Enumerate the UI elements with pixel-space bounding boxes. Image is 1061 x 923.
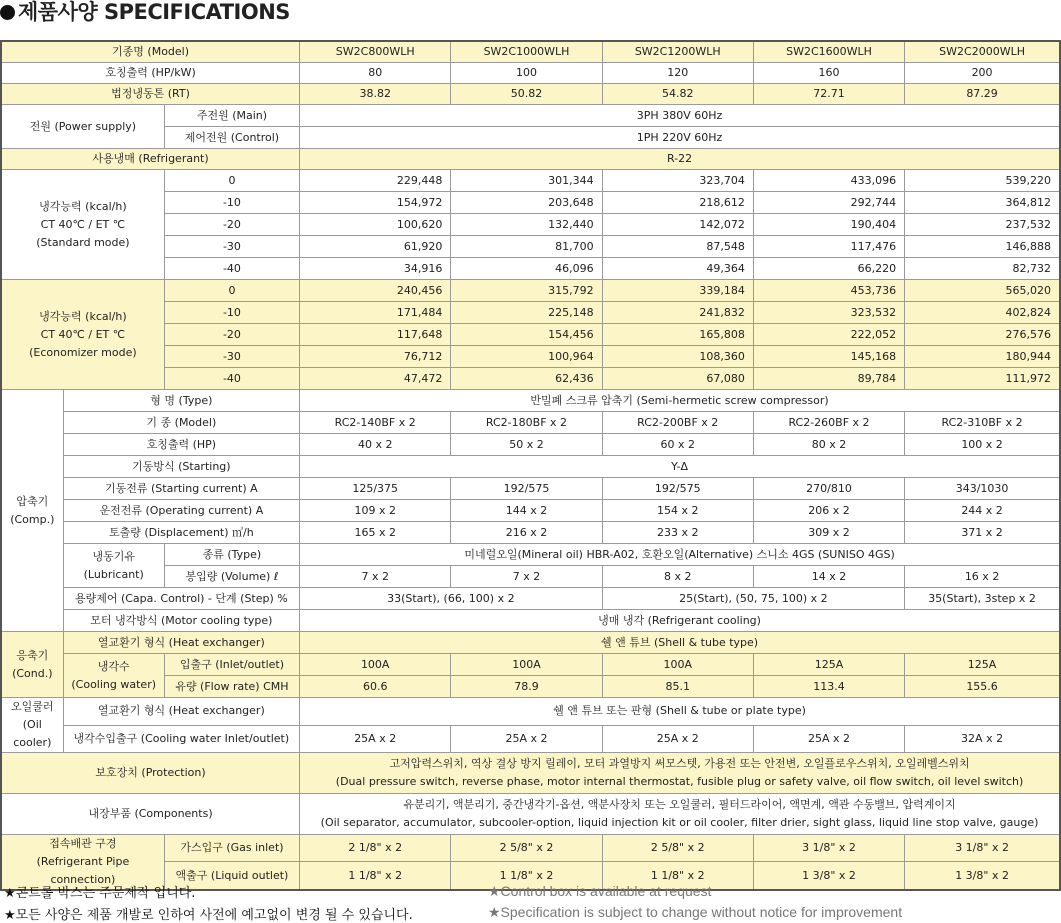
cap-economizer-label-line: 냉각능력 (kcal/h) bbox=[39, 309, 127, 323]
power-control-value: 1PH 220V 60Hz bbox=[300, 127, 1060, 149]
legal-rt-value: 72.71 bbox=[753, 84, 904, 105]
start-current-value: 270/810 bbox=[753, 478, 904, 500]
et-value: -40 bbox=[164, 258, 299, 280]
capa-control-label: 용량제어 (Capa. Control) - 단계 (Step) % bbox=[63, 588, 299, 610]
capacity-value: 100,620 bbox=[300, 214, 451, 236]
spec-table bbox=[0, 40, 1061, 891]
model-name: SW2C1000WLH bbox=[451, 41, 602, 63]
op-current-value: 144 x 2 bbox=[451, 500, 602, 522]
comp-model-value: RC2-260BF x 2 bbox=[753, 412, 904, 434]
components-value bbox=[300, 794, 1060, 835]
cond-flow-value: 78.9 bbox=[451, 676, 602, 698]
cond-hx-label: 열교환기 형식 (Heat exchanger) bbox=[63, 632, 299, 654]
refrigerant-label: 사용냉매 (Refrigerant) bbox=[1, 149, 300, 170]
cap-economizer-label bbox=[1, 280, 164, 390]
oil-cooler-label-line: 오일쿨러 bbox=[11, 700, 54, 713]
row-comp-op-current bbox=[1, 500, 1060, 522]
capacity-value: 241,832 bbox=[602, 302, 753, 324]
compressor-label-line: (Comp.) bbox=[10, 512, 55, 526]
capacity-value: 323,704 bbox=[602, 170, 753, 192]
capacity-value: 402,824 bbox=[905, 302, 1060, 324]
row-comp-type bbox=[1, 390, 1060, 412]
note-en-1: ★Control box is available at request bbox=[488, 883, 712, 899]
cap-standard-label-line: 냉각능력 (kcal/h) bbox=[39, 199, 127, 213]
cap-economizer-label-line: (Economizer mode) bbox=[29, 345, 137, 359]
oil-cooler-label bbox=[1, 698, 63, 753]
capacity-value: 180,944 bbox=[905, 346, 1060, 368]
capacity-value: 453,736 bbox=[753, 280, 904, 302]
legal-rt-label: 법정냉동톤 (RT) bbox=[1, 84, 300, 105]
lub-volume-label: 봉입량 (Volume) ℓ bbox=[164, 566, 299, 588]
displacement-value: 371 x 2 bbox=[905, 522, 1060, 544]
comp-hp-value: 100 x 2 bbox=[905, 434, 1060, 456]
cond-flow-label: 유량 (Flow rate) CMH bbox=[164, 676, 299, 698]
oil-cooler-label-line: (Oil cooler) bbox=[13, 718, 52, 749]
gas-inlet-value: 2 5/8" x 2 bbox=[451, 835, 602, 862]
capacity-value: 49,364 bbox=[602, 258, 753, 280]
comp-model-value: RC2-140BF x 2 bbox=[300, 412, 451, 434]
nominal-power-value: 200 bbox=[905, 63, 1060, 84]
capacity-value: 364,812 bbox=[905, 192, 1060, 214]
start-current-value: 343/1030 bbox=[905, 478, 1060, 500]
legal-rt-value: 54.82 bbox=[602, 84, 753, 105]
capacity-value: 315,792 bbox=[451, 280, 602, 302]
comp-hp-value: 60 x 2 bbox=[602, 434, 753, 456]
lub-volume-value: 8 x 2 bbox=[602, 566, 753, 588]
capacity-value: 47,472 bbox=[300, 368, 451, 390]
capacity-value: 100,964 bbox=[451, 346, 602, 368]
capa-control-value: 25(Start), (50, 75, 100) x 2 bbox=[602, 588, 905, 610]
liquid-outlet-value: 1 3/8" x 2 bbox=[905, 862, 1060, 890]
start-current-label: 기동전류 (Starting current) A bbox=[63, 478, 299, 500]
cap-standard-label-line: (Standard mode) bbox=[36, 235, 130, 249]
oil-hx-label: 열교환기 형식 (Heat exchanger) bbox=[63, 698, 299, 726]
capacity-value: 76,712 bbox=[300, 346, 451, 368]
row-comp-hp bbox=[1, 434, 1060, 456]
compressor-label bbox=[1, 390, 63, 632]
displacement-value: 216 x 2 bbox=[451, 522, 602, 544]
lubricant-label bbox=[63, 544, 164, 588]
oil-cw-value: 25A x 2 bbox=[451, 725, 602, 753]
row-cond-inlet bbox=[1, 654, 1060, 676]
capacity-value: 154,456 bbox=[451, 324, 602, 346]
op-current-value: 206 x 2 bbox=[753, 500, 904, 522]
oil-cw-label: 냉각수입출구 (Cooling water Inlet/outlet) bbox=[63, 725, 299, 753]
legal-rt-value: 50.82 bbox=[451, 84, 602, 105]
et-value: -20 bbox=[164, 324, 299, 346]
nominal-power-value: 80 bbox=[300, 63, 451, 84]
gas-inlet-value: 2 5/8" x 2 bbox=[602, 835, 753, 862]
components-line: 유분리기, 액분리기, 중간냉각기-옵션, 액분사장치 또는 오일쿨러, 필터드라이어, 액면계, 액관 수동밸브, 압력계이지 bbox=[403, 798, 956, 811]
row-nominal-power bbox=[1, 63, 1060, 84]
op-current-label: 운전전류 (Operating current) A bbox=[63, 500, 299, 522]
model-name: SW2C1200WLH bbox=[602, 41, 753, 63]
capacity-value: 67,080 bbox=[602, 368, 753, 390]
condenser-label-line: (Cond.) bbox=[12, 666, 53, 680]
power-main-value: 3PH 380V 60Hz bbox=[300, 105, 1060, 127]
gas-inlet-value: 2 1/8" x 2 bbox=[300, 835, 451, 862]
power-supply-label: 전원 (Power supply) bbox=[1, 105, 164, 149]
comp-model-value: RC2-200BF x 2 bbox=[602, 412, 753, 434]
note-en-2: ★Specification is subject to change without notice for improvement bbox=[488, 904, 903, 920]
capa-control-value: 33(Start), (66, 100) x 2 bbox=[300, 588, 603, 610]
power-control-label: 제어전원 (Control) bbox=[164, 127, 299, 149]
cond-flow-value: 60.6 bbox=[300, 676, 451, 698]
model-name: SW2C2000WLH bbox=[905, 41, 1060, 63]
nominal-power-label: 호칭출력 (HP/kW) bbox=[1, 63, 300, 84]
piping-label-line: (Refrigerant Pipe connection) bbox=[36, 855, 130, 886]
capacity-value: 433,096 bbox=[753, 170, 904, 192]
capacity-value: 171,484 bbox=[300, 302, 451, 324]
capacity-value: 165,808 bbox=[602, 324, 753, 346]
row-components bbox=[1, 794, 1060, 835]
cond-inlet-value: 100A bbox=[451, 654, 602, 676]
liquid-outlet-value: 1 1/8" x 2 bbox=[300, 862, 451, 890]
page-title-text: 제품사양 SPECIFICATIONS bbox=[18, 0, 290, 24]
oil-cw-value: 25A x 2 bbox=[602, 725, 753, 753]
liquid-outlet-label: 액출구 (Liquid outlet) bbox=[164, 862, 299, 890]
row-comp-model bbox=[1, 412, 1060, 434]
comp-model-value: RC2-180BF x 2 bbox=[451, 412, 602, 434]
row-pipe-gas bbox=[1, 835, 1060, 862]
start-current-value: 125/375 bbox=[300, 478, 451, 500]
et-value: -30 bbox=[164, 346, 299, 368]
capacity-value: 229,448 bbox=[300, 170, 451, 192]
row-capa-control bbox=[1, 588, 1060, 610]
lub-volume-value: 7 x 2 bbox=[300, 566, 451, 588]
capacity-value: 218,612 bbox=[602, 192, 753, 214]
capacity-value: 146,888 bbox=[905, 236, 1060, 258]
liquid-outlet-value: 1 1/8" x 2 bbox=[602, 862, 753, 890]
lub-volume-value: 16 x 2 bbox=[905, 566, 1060, 588]
row-refrigerant bbox=[1, 149, 1060, 170]
capacity-value: 292,744 bbox=[753, 192, 904, 214]
components-label: 내장부품 (Components) bbox=[1, 794, 300, 835]
comp-type-label: 형 명 (Type) bbox=[63, 390, 299, 412]
comp-starting-value: Y-Δ bbox=[300, 456, 1060, 478]
protection-value bbox=[300, 753, 1060, 794]
power-main-label: 주전원 (Main) bbox=[164, 105, 299, 127]
nominal-power-value: 120 bbox=[602, 63, 753, 84]
cond-flow-value: 155.6 bbox=[905, 676, 1060, 698]
capacity-value: 89,784 bbox=[753, 368, 904, 390]
capacity-value: 539,220 bbox=[905, 170, 1060, 192]
capacity-value: 154,972 bbox=[300, 192, 451, 214]
piping-label-line: 접속배관 구경 bbox=[49, 837, 117, 850]
comp-starting-label: 기동방식 (Starting) bbox=[63, 456, 299, 478]
lubricant-label-line: (Lubricant) bbox=[83, 567, 144, 581]
capacity-value: 108,360 bbox=[602, 346, 753, 368]
nominal-power-value: 160 bbox=[753, 63, 904, 84]
oil-hx-value: 쉘 앤 튜브 또는 판형 (Shell & tube or plate type) bbox=[300, 698, 1060, 726]
start-current-value: 192/575 bbox=[451, 478, 602, 500]
row-cond-hx bbox=[1, 632, 1060, 654]
cooling-water-label bbox=[63, 654, 164, 698]
components-line: (Oil separator, accumulator, subcooler-option, liquid injection kit or oil cooler, filter drier, sight glass, liquid line stop valve, gauge) bbox=[320, 816, 1039, 829]
op-current-value: 154 x 2 bbox=[602, 500, 753, 522]
start-current-value: 192/575 bbox=[602, 478, 753, 500]
comp-model-label: 기 종 (Model) bbox=[63, 412, 299, 434]
comp-hp-value: 40 x 2 bbox=[300, 434, 451, 456]
row-oil-hx bbox=[1, 698, 1060, 726]
row-comp-starting bbox=[1, 456, 1060, 478]
capacity-value: 142,072 bbox=[602, 214, 753, 236]
liquid-outlet-value: 1 1/8" x 2 bbox=[451, 862, 602, 890]
bullet-icon bbox=[0, 5, 15, 20]
cap-standard-label bbox=[1, 170, 164, 280]
et-value: 0 bbox=[164, 170, 299, 192]
row-protection bbox=[1, 753, 1060, 794]
comp-hp-label: 호칭출력 (HP) bbox=[63, 434, 299, 456]
lub-type-value: 미네럴오일(Mineral oil) HBR-A02, 호환오일(Alternative) 스니소 4GS (SUNISO 4GS) bbox=[300, 544, 1060, 566]
cond-inlet-value: 100A bbox=[602, 654, 753, 676]
row-legal-rt bbox=[1, 84, 1060, 105]
row-cap-std bbox=[1, 170, 1060, 192]
capacity-value: 111,972 bbox=[905, 368, 1060, 390]
compressor-label-line: 압축기 bbox=[16, 494, 49, 508]
protection-label: 보호장치 (Protection) bbox=[1, 753, 300, 794]
et-value: -20 bbox=[164, 214, 299, 236]
condenser-label-line: 응축기 bbox=[16, 648, 49, 662]
row-comp-displacement bbox=[1, 522, 1060, 544]
capacity-value: 225,148 bbox=[451, 302, 602, 324]
legal-rt-value: 38.82 bbox=[300, 84, 451, 105]
row-comp-start-current bbox=[1, 478, 1060, 500]
lub-type-label: 종류 (Type) bbox=[164, 544, 299, 566]
capacity-value: 203,648 bbox=[451, 192, 602, 214]
capacity-value: 34,916 bbox=[300, 258, 451, 280]
cond-flow-value: 113.4 bbox=[753, 676, 904, 698]
page-title bbox=[0, 0, 290, 26]
oil-cw-value: 32A x 2 bbox=[905, 725, 1060, 753]
protection-line: 고저압력스위치, 역상 결상 방지 릴레이, 모터 과열방지 써모스텟, 가용전 또는 안전변, 오일플로우스위치, 오일레벨스위치 bbox=[389, 757, 970, 770]
capacity-value: 237,532 bbox=[905, 214, 1060, 236]
et-value: 0 bbox=[164, 280, 299, 302]
legal-rt-value: 87.29 bbox=[905, 84, 1060, 105]
cond-inlet-label: 입출구 (Inlet/outlet) bbox=[164, 654, 299, 676]
capacity-value: 117,648 bbox=[300, 324, 451, 346]
gas-inlet-value: 3 1/8" x 2 bbox=[753, 835, 904, 862]
displacement-value: 309 x 2 bbox=[753, 522, 904, 544]
cond-inlet-value: 125A bbox=[753, 654, 904, 676]
motor-cooling-value: 냉매 냉각 (Refrigerant cooling) bbox=[300, 610, 1060, 632]
lubricant-label-line: 냉동기유 bbox=[92, 549, 135, 563]
refrigerant-value: R-22 bbox=[300, 149, 1060, 170]
condenser-label bbox=[1, 632, 63, 698]
model-label: 기종명 (Model) bbox=[1, 41, 300, 63]
displacement-value: 233 x 2 bbox=[602, 522, 753, 544]
cond-flow-value: 85.1 bbox=[602, 676, 753, 698]
capacity-value: 62,436 bbox=[451, 368, 602, 390]
row-power-main bbox=[1, 105, 1060, 127]
model-name: SW2C800WLH bbox=[300, 41, 451, 63]
capacity-value: 301,344 bbox=[451, 170, 602, 192]
et-value: -30 bbox=[164, 236, 299, 258]
capacity-value: 46,096 bbox=[451, 258, 602, 280]
cond-inlet-value: 100A bbox=[300, 654, 451, 676]
lub-volume-value: 7 x 2 bbox=[451, 566, 602, 588]
et-value: -10 bbox=[164, 302, 299, 324]
capacity-value: 145,168 bbox=[753, 346, 904, 368]
row-oil-cw bbox=[1, 725, 1060, 753]
displacement-value: 165 x 2 bbox=[300, 522, 451, 544]
capacity-value: 565,020 bbox=[905, 280, 1060, 302]
liquid-outlet-value: 1 3/8" x 2 bbox=[753, 862, 904, 890]
capacity-value: 323,532 bbox=[753, 302, 904, 324]
cap-economizer-label-line: CT 40℃ / ET ℃ bbox=[40, 327, 126, 341]
cond-hx-value: 쉘 앤 튜브 (Shell & tube type) bbox=[300, 632, 1060, 654]
gas-inlet-value: 3 1/8" x 2 bbox=[905, 835, 1060, 862]
comp-hp-value: 80 x 2 bbox=[753, 434, 904, 456]
note-kr-1: ★콘트롤 박스는 주문제작 입니다. bbox=[4, 886, 196, 901]
capacity-value: 190,404 bbox=[753, 214, 904, 236]
et-value: -40 bbox=[164, 368, 299, 390]
cap-standard-label-line: CT 40℃ / ET ℃ bbox=[40, 217, 126, 231]
row-model bbox=[1, 41, 1060, 63]
capacity-value: 222,052 bbox=[753, 324, 904, 346]
capacity-value: 61,920 bbox=[300, 236, 451, 258]
row-lub-type bbox=[1, 544, 1060, 566]
comp-hp-value: 50 x 2 bbox=[451, 434, 602, 456]
note-kr-2: ★모든 사양은 제품 개발로 인하여 사전에 예고없이 변경 될 수 있습니다. bbox=[4, 908, 413, 923]
comp-model-value: RC2-310BF x 2 bbox=[905, 412, 1060, 434]
capacity-value: 81,700 bbox=[451, 236, 602, 258]
comp-type-value: 반밀폐 스크류 압축기 (Semi-hermetic screw compressor) bbox=[300, 390, 1060, 412]
capacity-value: 66,220 bbox=[753, 258, 904, 280]
motor-cooling-label: 모터 냉각방식 (Motor cooling type) bbox=[63, 610, 299, 632]
et-value: -10 bbox=[164, 192, 299, 214]
model-name: SW2C1600WLH bbox=[753, 41, 904, 63]
oil-cw-value: 25A x 2 bbox=[753, 725, 904, 753]
gas-inlet-label: 가스입구 (Gas inlet) bbox=[164, 835, 299, 862]
displacement-label: 토출량 (Displacement) ㎥/h bbox=[63, 522, 299, 544]
cond-inlet-value: 125A bbox=[905, 654, 1060, 676]
cooling-water-label-line: (Cooling water) bbox=[71, 677, 157, 691]
capacity-value: 117,476 bbox=[753, 236, 904, 258]
capa-control-value: 35(Start), 3step x 2 bbox=[905, 588, 1060, 610]
capacity-value: 240,456 bbox=[300, 280, 451, 302]
capacity-value: 339,184 bbox=[602, 280, 753, 302]
cooling-water-label-line: 냉각수 bbox=[97, 659, 130, 673]
op-current-value: 109 x 2 bbox=[300, 500, 451, 522]
op-current-value: 244 x 2 bbox=[905, 500, 1060, 522]
nominal-power-value: 100 bbox=[451, 63, 602, 84]
oil-cw-value: 25A x 2 bbox=[300, 725, 451, 753]
capacity-value: 132,440 bbox=[451, 214, 602, 236]
row-cap-eco bbox=[1, 280, 1060, 302]
capacity-value: 87,548 bbox=[602, 236, 753, 258]
capacity-value: 276,576 bbox=[905, 324, 1060, 346]
capacity-value: 82,732 bbox=[905, 258, 1060, 280]
lub-volume-value: 14 x 2 bbox=[753, 566, 904, 588]
protection-line: (Dual pressure switch, reverse phase, motor internal thermostat, fusible plug or safety valve, oil flow switch, oil level switch) bbox=[335, 775, 1024, 788]
row-motor-cooling bbox=[1, 610, 1060, 632]
